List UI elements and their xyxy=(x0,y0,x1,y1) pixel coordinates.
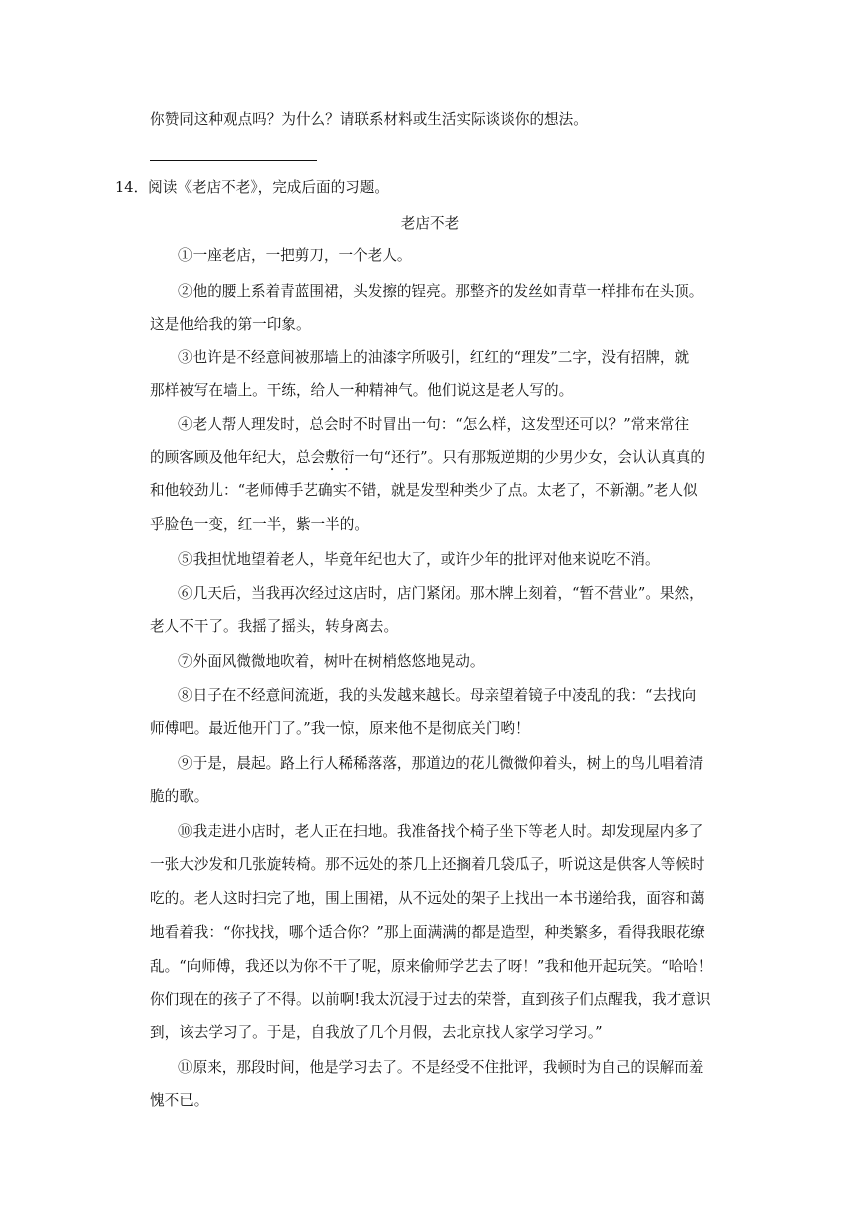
paragraph-line: 吃的。老人这时扫完了地，围上围裙，从不远处的架子上找出一本书递给我，面容和蔼 xyxy=(150,890,705,907)
paragraph-line: 你们现在的孩子了不得。以前啊!我太沉浸于过去的荣誉，直到孩子们点醒我，我才意识 xyxy=(150,991,711,1008)
paragraph-5: ⑤我担忧地望着老人，毕竟年纪也大了，或许少年的批评对他来说吃不消。 xyxy=(178,551,660,568)
paragraph-line: 地看着我：“你找找，哪个适合你？”那上面满满的都是造型，种类繁多，看得我眼花缭 xyxy=(150,924,705,941)
paragraph-line: ④老人帮人理发时，总会时不时冒出一句：“怎么样，这发型还可以？”常来常往 xyxy=(178,416,690,433)
paragraph-line: 那样被写在墙上。干练，给人一种精神气。他们说这是老人写的。 xyxy=(150,382,574,399)
paragraph-line: 乎脸色一变，红一半，紫一半的。 xyxy=(150,516,369,533)
paragraph-line: 愧不已。 xyxy=(150,1092,209,1109)
paragraph-line xyxy=(150,448,705,474)
paragraph-7: ⑦外面风微微地吹着，树叶在树梢悠悠地晃动。 xyxy=(178,653,485,670)
paragraph-line: 到，该去学习了。于是，自我放了几个月假，去北京找人家学习学习。” xyxy=(150,1024,603,1041)
paragraph-line: ②他的腰上系着青蓝围裙，头发擦的锃亮。那整齐的发丝如青草一样排布在头顶。 xyxy=(178,283,704,300)
paragraph-line: 老人不干了。我摇了摇头，转身离去。 xyxy=(150,618,399,635)
paragraph-line: ③也许是不经意间被那墙上的油漆字所吸引，红红的“理发”二字，没有招牌，就 xyxy=(178,349,690,366)
paragraph-line: ⑧日子在不经意间流逝，我的头发越来越长。母亲望着镜子中凌乱的我：“去找向 xyxy=(178,687,697,704)
paragraph-line: 一张大沙发和几张旋转椅。那不远处的茶几上还搁着几袋瓜子，听说这是供客人等候时 xyxy=(150,856,705,873)
paragraph-line: 师傅吧。最近他开门了。”我一惊，原来他不是彻底关门哟！ xyxy=(150,720,530,737)
paragraph-line: 和他较劲儿：“老师傅手艺确实不错，就是发型种类少了点。太老了，不新潮。”老人似 xyxy=(150,482,698,499)
passage-title: 老店不老 xyxy=(400,215,460,232)
text-segment: 一句“还行”。只有那叛逆期的少男少女，会认认真真的 xyxy=(354,449,705,466)
paragraph-line: ⑥几天后，当我再次经过这店时，店门紧闭。那木牌上刻着，“暂不营业”。果然， xyxy=(178,585,704,602)
emphasized-word: 敷衍 xyxy=(325,449,355,466)
text-segment: 的顾客顾及他年纪大，总会 xyxy=(150,449,326,466)
paragraph-line: ⑩我走进小店时，老人正在扫地。我准备找个椅子坐下等老人时。却发现屋内多了 xyxy=(178,823,704,840)
prev-question-text: 你赞同这种观点吗？为什么？请联系材料或生活实际谈谈你的想法。 xyxy=(150,111,588,128)
paragraph-line: ⑪原来，那段时间，他是学习去了。不是经受不住批评，我顿时为自己的误解而羞 xyxy=(178,1059,704,1076)
answer-blank-line xyxy=(150,160,317,161)
paragraph-line: ⑨于是，晨起。路上行人稀稀落落，那道边的花儿微微仰着头，树上的鸟儿唱着清 xyxy=(178,755,704,772)
paragraph-line: 脆的歌。 xyxy=(150,788,209,805)
question-14-stem: 14．阅读《老店不老》，完成后面的习题。 xyxy=(115,179,389,196)
paragraph-line: 乱。“向师傅，我还以为你不干了呢，原来偷师学艺去了呀！”我和他开起玩笑。“哈哈！ xyxy=(150,958,713,975)
paragraph-1: ①一座老店，一把剪刀，一个老人。 xyxy=(178,247,412,264)
paragraph-line: 这是他给我的第一印象。 xyxy=(150,316,311,333)
